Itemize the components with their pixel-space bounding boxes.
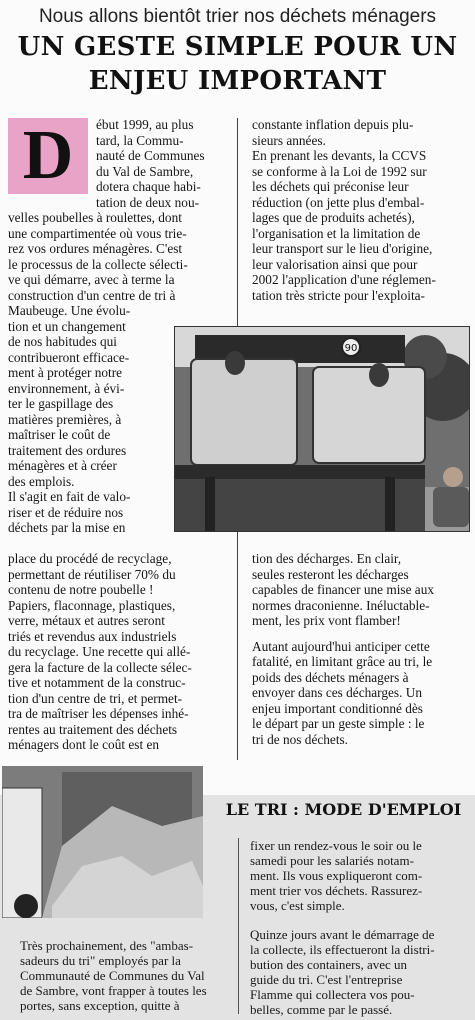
text-line: rez vos ordures ménagères. C'est xyxy=(8,241,183,256)
text-line: se conforme à la Loi de 1992 sur xyxy=(252,163,427,179)
text-line: portes, sans exception, quitte à xyxy=(20,998,180,1013)
text-line: matières premières, à xyxy=(8,411,122,427)
text-line: leur valorisation ainsi que pour xyxy=(252,256,418,272)
text-line: maîtriser le coût de xyxy=(8,427,111,442)
text-line: Autant aujourd'hui anticiper cette xyxy=(252,638,430,654)
text-line: constante inflation depuis plu- xyxy=(252,117,414,132)
text-line: tra de maîtriser les dépenses inhé- xyxy=(8,706,189,721)
text-line: capables de financer une mise aux xyxy=(252,582,435,597)
text-line: ve qui démarre, avec à terme la xyxy=(8,272,175,287)
text-line: En prenant les devants, la CCVS xyxy=(252,148,427,163)
text-line: permettant de réutiliser 70% du xyxy=(8,566,176,582)
text-line: ment trier vos déchets. Rassurez- xyxy=(250,883,423,898)
col2-top xyxy=(252,117,470,303)
box-right-text xyxy=(250,838,453,1017)
text-line: bution des containers, avec un xyxy=(250,957,408,972)
text-line: seules resteront les décharges xyxy=(252,566,409,582)
text-line: tard, la Commu- xyxy=(96,132,184,148)
text-line: l'organisation et la limitation de xyxy=(252,225,421,241)
text-line: déchets par la mise en xyxy=(8,520,126,535)
text-line: tion et un changement xyxy=(8,318,126,334)
headline-line-1: UN GESTE SIMPLE POUR UN xyxy=(17,32,458,62)
text-line: enjeu important conditionné dès xyxy=(252,700,423,716)
truck-plate-number: 90 xyxy=(344,343,358,354)
text-line: poids des déchets ménagers à xyxy=(252,669,409,685)
text-line: contenu de notre poubelle ! xyxy=(8,582,154,597)
text-line: Flamme qui collectera vos pou- xyxy=(250,987,415,1002)
headline-line-2: ENJEU IMPORTANT xyxy=(88,66,387,96)
text-line: contribueront efficace- xyxy=(8,349,130,365)
text-line: ménagers dont le coût est en xyxy=(8,737,160,752)
text-line: leur transport sur le lieu d'origine, xyxy=(252,241,433,256)
text-line: fatalité, en limitant grâce au tri, le xyxy=(252,654,433,669)
text-line: ment. Ils vous expliqueront com- xyxy=(250,868,423,883)
text-line: tive et notamment de la construc- xyxy=(8,675,186,690)
col1-top xyxy=(96,117,226,210)
text-line: la collecte, ils effectueront la distri- xyxy=(250,942,435,957)
text-line: riser et de réduire nos xyxy=(8,504,124,520)
waste-photo xyxy=(2,766,203,918)
text-line: des emplois. xyxy=(8,473,75,489)
text-line: place du procédé de recyclage, xyxy=(8,551,172,566)
text-line: gera la facture de la collecte sélec- xyxy=(8,659,192,675)
text-line: sieurs années. xyxy=(252,132,326,148)
text-line: du Val de Sambre, xyxy=(96,163,194,179)
text-line: guide du tri. C'est l'entreprise xyxy=(250,972,403,987)
text-line: Maubeuge. Une évolu- xyxy=(8,303,131,318)
text-line: ménagères et à créer xyxy=(8,458,117,473)
text-line: le départ par un geste simple : le xyxy=(252,716,425,731)
text-line: Communauté de Communes du Val xyxy=(20,968,205,983)
text-line: fixer un rendez-vous le soir ou le xyxy=(250,838,422,853)
drop-cap: D xyxy=(8,118,88,194)
text-line: tation très stricte pour l'exploita- xyxy=(252,287,425,303)
col2-bottom xyxy=(252,551,470,747)
text-line: 2002 l'application d'une réglemen- xyxy=(252,272,436,287)
text-line: ter le gaspillage des xyxy=(8,396,114,411)
text-line: de nos habitudes qui xyxy=(8,334,117,349)
text-line: belles, comme par le passé. xyxy=(250,1002,393,1017)
column-divider-top xyxy=(237,118,238,326)
column-divider-bottom xyxy=(237,532,238,760)
text-line: nauté de Communes xyxy=(96,148,205,163)
kicker: Nous allons bientôt trier nos déchets ménagers xyxy=(38,6,437,27)
text-line: vous, c'est simple. xyxy=(250,898,345,913)
box-title: LE TRI : MODE D'EMPLOI xyxy=(225,800,462,819)
text-line: lages que de produits achetés), xyxy=(252,210,415,225)
text-line: environnement, à évi- xyxy=(8,380,125,396)
box-left-text xyxy=(20,938,224,1013)
text-line: Quinze jours avant le démarrage de xyxy=(250,927,435,942)
text-line: verre, métaux et autres seront xyxy=(8,613,165,628)
text-line: traitement des ordures xyxy=(8,442,127,458)
col1-narrow xyxy=(8,303,154,536)
text-line: Papiers, flaconnage, plastiques, xyxy=(8,597,176,613)
garbage-truck-illustration xyxy=(175,327,470,532)
text-line: tion d'un centre de tri, et permet- xyxy=(8,690,183,706)
text-line: le processus de la collecte sélecti- xyxy=(8,256,188,272)
text-line: du recyclage. Une recette qui allé- xyxy=(8,644,191,659)
text-line: rentes au traitement des déchets xyxy=(8,721,178,737)
col1-full xyxy=(8,210,226,303)
text-line: construction d'un centre de tri à xyxy=(8,287,176,303)
text-line: tri de nos déchets. xyxy=(252,731,349,747)
box-column-divider xyxy=(238,838,239,1014)
headline xyxy=(0,30,475,98)
text-line: triés et revendus aux industriels xyxy=(8,628,177,644)
text-line: ébut 1999, au plus xyxy=(96,117,194,132)
text-line: dotera chaque habi- xyxy=(96,179,201,194)
truck-photo xyxy=(174,326,470,532)
text-line: tation de deux nou- xyxy=(96,194,200,210)
text-line: normes draconienne. Inéluctable- xyxy=(252,597,430,613)
text-line: réduction (on jette plus d'embal- xyxy=(252,194,425,210)
text-line: samedi pour les salariés notam- xyxy=(250,853,414,868)
text-line: les déchets qui préconise leur xyxy=(252,179,409,194)
col1-bottom xyxy=(8,551,226,753)
text-line: velles poubelles à roulettes, dont xyxy=(8,210,182,225)
text-line: Il s'agit en fait de valo- xyxy=(8,489,131,504)
text-line: de Sambre, vont frapper à toutes les xyxy=(20,983,207,998)
text-line: Très prochainement, des "ambas- xyxy=(20,938,194,953)
text-line: sadeurs du tri" employés par la xyxy=(20,953,181,968)
waste-pile-illustration xyxy=(2,766,203,918)
text-line: ment, les prix vont flamber! xyxy=(252,613,401,628)
text-line: une compartimentée où vous trie- xyxy=(8,225,187,241)
text-line: envoyer dans ces décharges. Un xyxy=(252,685,422,700)
text-line: ment à protéger notre xyxy=(8,365,123,380)
text-line: tion des décharges. En clair, xyxy=(252,551,402,566)
